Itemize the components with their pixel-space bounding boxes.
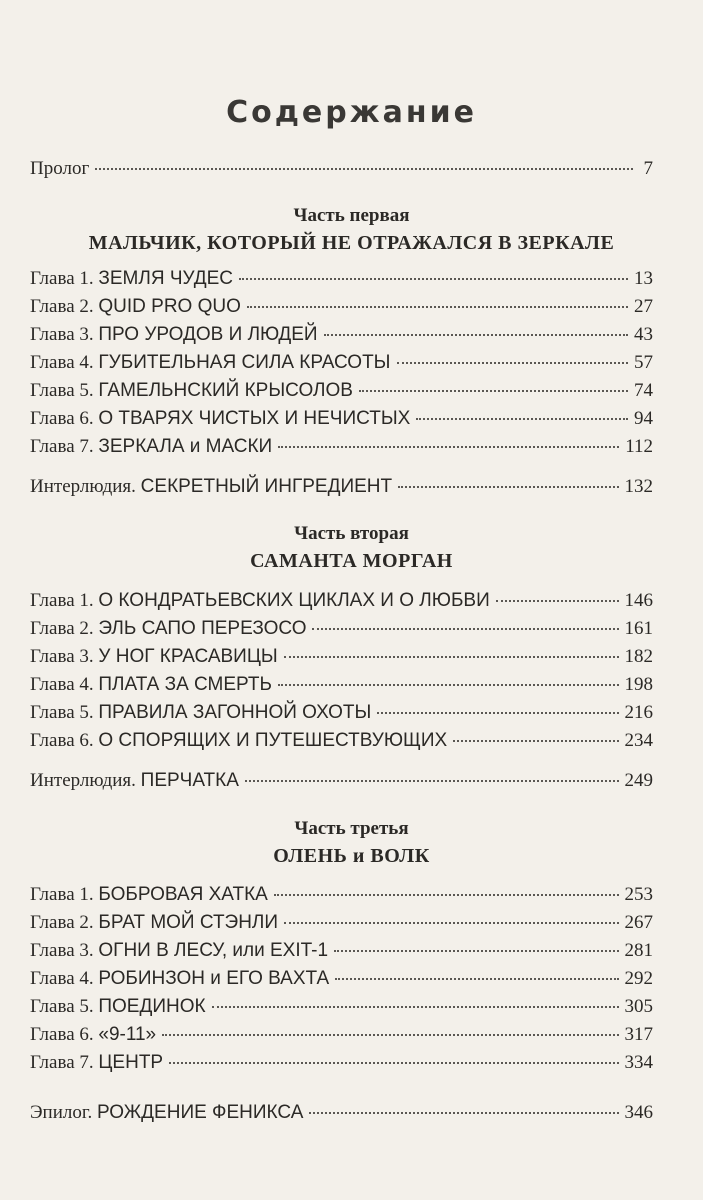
chapter-name: О КОНДРАТЬЕВСКИХ ЦИКЛАХ И О ЛЮБВИ [98,590,490,611]
dot-leader [334,950,618,952]
dot-leader [453,740,618,742]
part-heading: Часть третья [294,818,409,839]
dot-leader [95,168,633,170]
chapter-prefix: Глава 2. [30,912,94,933]
dot-leader [398,486,618,488]
toc-entry [30,1024,653,1048]
chapter-prefix: Глава 6. [30,1024,94,1045]
dot-leader [397,362,629,364]
toc-entry [30,968,653,992]
entry-page: 253 [624,884,653,905]
toc-entry [30,590,653,614]
entry-page: 267 [624,912,653,933]
dot-leader [245,780,619,782]
dot-leader [377,712,618,714]
chapter-prefix: Глава 3. [30,646,94,667]
chapter-name: ПОЕДИНОК [98,996,206,1017]
entry-page: 132 [624,476,653,497]
toc-entry [30,940,653,964]
chapter-name: БОБРОВАЯ ХАТКА [98,884,268,905]
toc-entry [30,884,653,908]
part-heading: Часть первая [293,205,410,226]
dot-leader [496,600,619,602]
interlude-name: ПЕРЧАТКА [140,770,239,791]
toc-entry [30,702,653,726]
entry-page: 7 [643,158,653,179]
entry-page: 198 [624,674,653,695]
entry-page: 234 [624,730,653,751]
chapter-name: QUID PRO QUO [98,296,241,317]
dot-leader [212,1006,619,1008]
chapter-name: О СПОРЯЩИХ И ПУТЕШЕСТВУЮЩИХ [98,730,448,751]
chapter-name: ЦЕНТР [98,1052,164,1073]
toc-entry-prologue [30,158,653,182]
entry-page: 281 [624,940,653,961]
toc-entry [30,618,653,642]
toc-entry [30,380,653,404]
toc-entry [30,268,653,292]
part-name: МАЛЬЧИК, КОТОРЫЙ НЕ ОТРАЖАЛСЯ В ЗЕРКАЛЕ [88,232,615,254]
entry-label: Пролог [30,158,90,179]
dot-leader [284,656,619,658]
entry-page: 317 [624,1024,653,1045]
dot-leader [416,418,628,420]
chapter-name: «9-11» [98,1024,157,1045]
dot-leader [278,684,619,686]
dot-leader [239,278,628,280]
dot-leader [284,922,618,924]
interlude-prefix: Интерлюдия. [30,476,136,497]
toc-entry-interlude [30,770,653,794]
dot-leader [162,1034,618,1036]
toc-entry-epilogue [30,1102,653,1126]
chapter-prefix: Глава 1. [30,268,94,289]
toc-entry [30,646,653,670]
part-name: ОЛЕНЬ и ВОЛК [273,845,430,867]
chapter-name: ПРО УРОДОВ И ЛЮДЕЙ [98,324,318,345]
toc-entry [30,1052,653,1076]
chapter-name: У НОГ КРАСАВИЦЫ [98,646,278,667]
chapter-name: ПЛАТА ЗА СМЕРТЬ [98,674,272,695]
dot-leader [324,334,628,336]
toc-entry [30,730,653,754]
entry-page: 27 [634,296,653,317]
entry-page: 182 [624,646,653,667]
toc-entry-interlude [30,476,653,500]
toc-entry [30,296,653,320]
entry-page: 112 [625,436,653,457]
chapter-prefix: Глава 5. [30,380,94,401]
chapter-prefix: Глава 7. [30,436,94,457]
entry-page: 13 [634,268,653,289]
epilogue-prefix: Эпилог. [30,1102,93,1123]
entry-page: 94 [634,408,653,429]
entry-page: 74 [634,380,653,401]
part-heading: Часть вторая [294,523,409,544]
page-title: Содержание [226,95,477,130]
dot-leader [309,1112,618,1114]
chapter-prefix: Глава 3. [30,324,94,345]
chapter-prefix: Глава 4. [30,674,94,695]
entry-page: 57 [634,352,653,373]
chapter-name: ЗЕРКАЛА и МАСКИ [98,436,273,457]
entry-page: 249 [624,770,653,791]
entry-page: 292 [624,968,653,989]
entry-page: 346 [624,1102,653,1123]
dot-leader [359,390,628,392]
chapter-name: РОБИНЗОН и ЕГО ВАХТА [98,968,330,989]
chapter-prefix: Глава 1. [30,590,94,611]
dot-leader [278,446,619,448]
entry-page: 146 [624,590,653,611]
entry-page: 43 [634,324,653,345]
chapter-prefix: Глава 3. [30,940,94,961]
chapter-prefix: Глава 2. [30,296,94,317]
entry-page: 334 [624,1052,653,1073]
interlude-prefix: Интерлюдия. [30,770,136,791]
chapter-prefix: Глава 4. [30,352,94,373]
chapter-prefix: Глава 5. [30,996,94,1017]
chapter-name: ОГНИ В ЛЕСУ, или EXIT-1 [98,940,329,961]
toc-entry [30,674,653,698]
toc-entry [30,996,653,1020]
chapter-prefix: Глава 1. [30,884,94,905]
toc-entry [30,408,653,432]
chapter-name: БРАТ МОЙ СТЭНЛИ [98,912,279,933]
dot-leader [274,894,619,896]
dot-leader [335,978,618,980]
entry-page: 305 [624,996,653,1017]
chapter-prefix: Глава 6. [30,730,94,751]
chapter-prefix: Глава 4. [30,968,94,989]
chapter-name: О ТВАРЯХ ЧИСТЫХ И НЕЧИСТЫХ [98,408,411,429]
toc-entry [30,436,653,460]
chapter-name: ПРАВИЛА ЗАГОННОЙ ОХОТЫ [98,702,372,723]
chapter-name: ЗЕМЛЯ ЧУДЕС [98,268,233,289]
chapter-prefix: Глава 6. [30,408,94,429]
dot-leader [247,306,628,308]
entry-page: 161 [624,618,653,639]
toc-entry [30,352,653,376]
toc-entry [30,912,653,936]
chapter-name: ГУБИТЕЛЬНАЯ СИЛА КРАСОТЫ [98,352,391,373]
dot-leader [169,1062,618,1064]
entry-page: 216 [624,702,653,723]
epilogue-name: РОЖДЕНИЕ ФЕНИКСА [97,1102,304,1123]
toc-entry [30,324,653,348]
dot-leader [312,628,618,630]
interlude-name: СЕКРЕТНЫЙ ИНГРЕДИЕНТ [140,476,393,497]
chapter-prefix: Глава 5. [30,702,94,723]
chapter-prefix: Глава 7. [30,1052,94,1073]
chapter-name: ЭЛЬ САПО ПЕРЕЗОСО [98,618,307,639]
chapter-name: ГАМЕЛЬНСКИЙ КРЫСОЛОВ [98,380,353,401]
part-name: САМАНТА МОРГАН [250,550,453,572]
chapter-prefix: Глава 2. [30,618,94,639]
